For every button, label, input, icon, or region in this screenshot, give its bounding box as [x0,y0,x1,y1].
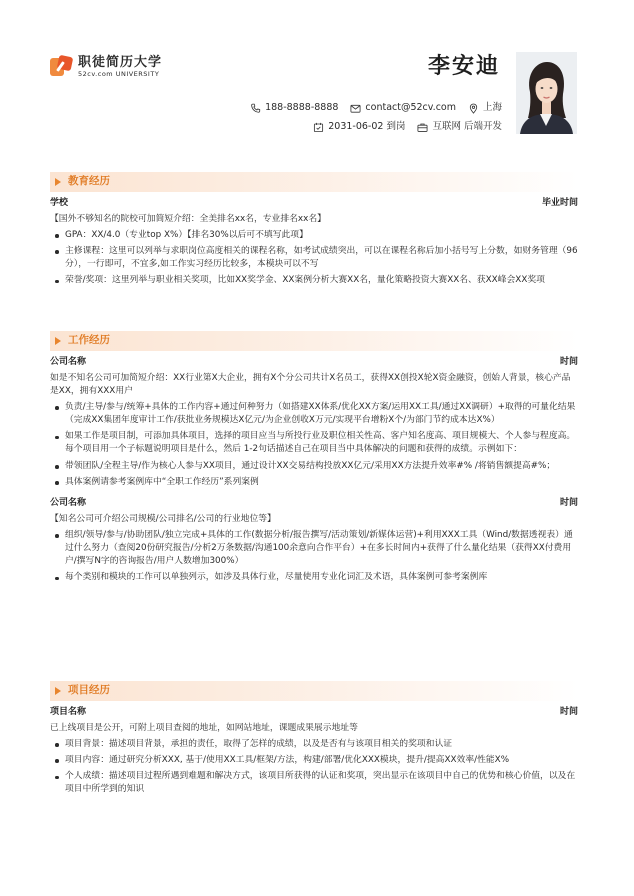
logo [50,55,162,78]
company-time: 时间 [559,357,578,367]
location-text: 上海 [482,102,502,113]
contact-row [238,101,502,115]
list-item: 负责/主导/参与/统筹+具体的工作内容+通过何种努力（如搭建XX体系/优化XX方案/运用XX工具/通过XX调研）+取得的可量化结果（完成XX集团年度审计工作/获批业务规模达X亿元/为企业创收X万元/实现平台增粉X个/为部门节约成本达X%） [50,401,578,427]
list-item: GPA：XX/4.0（专业top X%）【排名30%以后可不填写此项】 [50,229,578,242]
calendar-icon [313,122,324,133]
logo-subtitle: 52cv.com UNIVERSITY [78,69,160,78]
list-item: 荣誉/奖项：这里列举与职业相关奖项，比如XX奖学金、XX案例分析大赛XX名，量化策略投资大赛XX名、获XX峰会XX奖项 [50,274,578,287]
phone-item [250,101,338,115]
list-item: 项目背景：描述项目背景，承担的责任，取得了怎样的成绩，以及是否有与该项目相关的奖项和认证 [50,738,578,751]
company-time: 时间 [559,498,578,508]
project-section [50,681,578,796]
education-title: 教育经历 [68,175,110,188]
list-item: 个人成绩：描述项目过程所遇到难题和解决方式，该项目所获得的认证和奖项，突出显示在该项目中自己的优势和核心价值，以及在项目中所学到的知识 [50,770,578,796]
list-item: 带领团队/全程主导/作为核心人参与XX项目，通过设计XX交易结构投放XX亿元/采用XX方法提升效率#% /将销售额提高#%； [50,460,578,473]
section-arrow-icon [55,337,61,345]
list-item: 项目内容：通过研究分析XXX, 基于/使用XX工具/框架/方法，构建/部署/优化XXX模块，提升/提高XX效率/性能X% [50,754,578,767]
project-title: 项目经历 [68,684,110,697]
phone-text[interactable]: 188-8888-8888 [265,102,339,113]
company-name: 公司名称 [50,357,87,367]
work-title: 工作经历 [68,334,110,347]
school-intro: 【国外不够知名的院校可加简短介绍：全美排名xx名，专业排名xx名】 [50,213,326,224]
education-header [50,172,578,192]
phone-icon [250,103,261,114]
mail-icon [350,103,361,114]
company-intro: 【知名公司可介绍公司规模/公司排名/公司的行业地位等】 [50,513,276,524]
email-text[interactable]: contact@52cv.com [365,102,456,113]
graduation-time: 毕业时间 [541,198,578,208]
candidate-name: 李安迪 [427,54,500,79]
company-intro: 如是不知名公司可加简短介绍：XX行业第X大企业，拥有X个分公司共计X名员工，获得XX创投X轮X资金融资，创始人背景，核心产品是XX，拥有XXX用户 [50,372,571,396]
industry-text: 互联网 后端开发 [432,121,502,132]
profile-photo [516,52,577,134]
list-item: 组织/领导/参与/协助团队/独立完成+具体的工作(数据分析/报告撰写/活动策划/新媒体运营)+利用XXX工具（Wind/数据透视表）通过什么努力（查阅20份研究报告/分析2万条数据/沟通100余意向合作平台）+在多长时间内+获得了什么量化结果（获得XX付费用户/撰写N字的咨询报告/用户人数增加300%） [50,529,578,569]
list-item: 如果工作是项目制，可添加具体项目，选择的项目应当与所投行业及职位相关性高、客户知名度高、项目规模大、个人参与程度高。每个项目用一个子标题说明项目是什么，然后 1-2句话描述自己在项目当中具体解决的问题和获得的成绩。示例如下： [50,430,578,456]
project-row-head [50,706,578,720]
logo-title: 职徒简历大学 [78,55,163,70]
company-row-head [50,497,578,511]
industry-item [417,120,502,134]
location-pin-icon [468,103,479,114]
list-item: 具体案例请参考案例库中“全职工作经历”系列案例 [50,476,578,489]
section-arrow-icon [55,178,61,186]
work-header [50,331,578,351]
date-text: 2031-06-02 到岗 [328,121,406,132]
education-list [50,229,578,288]
company-row-head [50,356,578,370]
company-list [50,401,578,489]
company-name: 公司名称 [50,498,87,508]
education-section [50,172,578,287]
email-item [350,101,456,115]
list-item: 每个类别和模块的工作可以单独列示，如涉及具体行业，尽量使用专业化词汇及术语，具体案例可参考案例库 [50,571,578,584]
education-row-head [50,197,578,211]
portrait-image [516,52,577,134]
project-time: 时间 [559,707,578,717]
section-arrow-icon [55,687,61,695]
intent-row [301,120,502,134]
logo-mark-icon [50,56,72,78]
list-item: 主修课程：这里可以列举与求职岗位高度相关的课程名称，如考试成绩突出，可以在课程名称后加小括号写上分数，如财务管理（96分），一行即可，不宜多,如工作实习经历比较多，本模块可以不写 [50,245,578,271]
project-list [50,738,578,797]
work-section [50,331,578,584]
project-intro: 已上线项目是公开，可附上项目查阅的地址，如网站地址，课题成果展示地址等 [50,722,358,733]
project-name: 项目名称 [50,707,87,717]
location-item [468,101,502,115]
briefcase-icon [417,122,428,133]
date-item [313,120,405,134]
project-header [50,681,578,701]
school-name: 学校 [50,198,69,208]
company-list [50,529,578,585]
